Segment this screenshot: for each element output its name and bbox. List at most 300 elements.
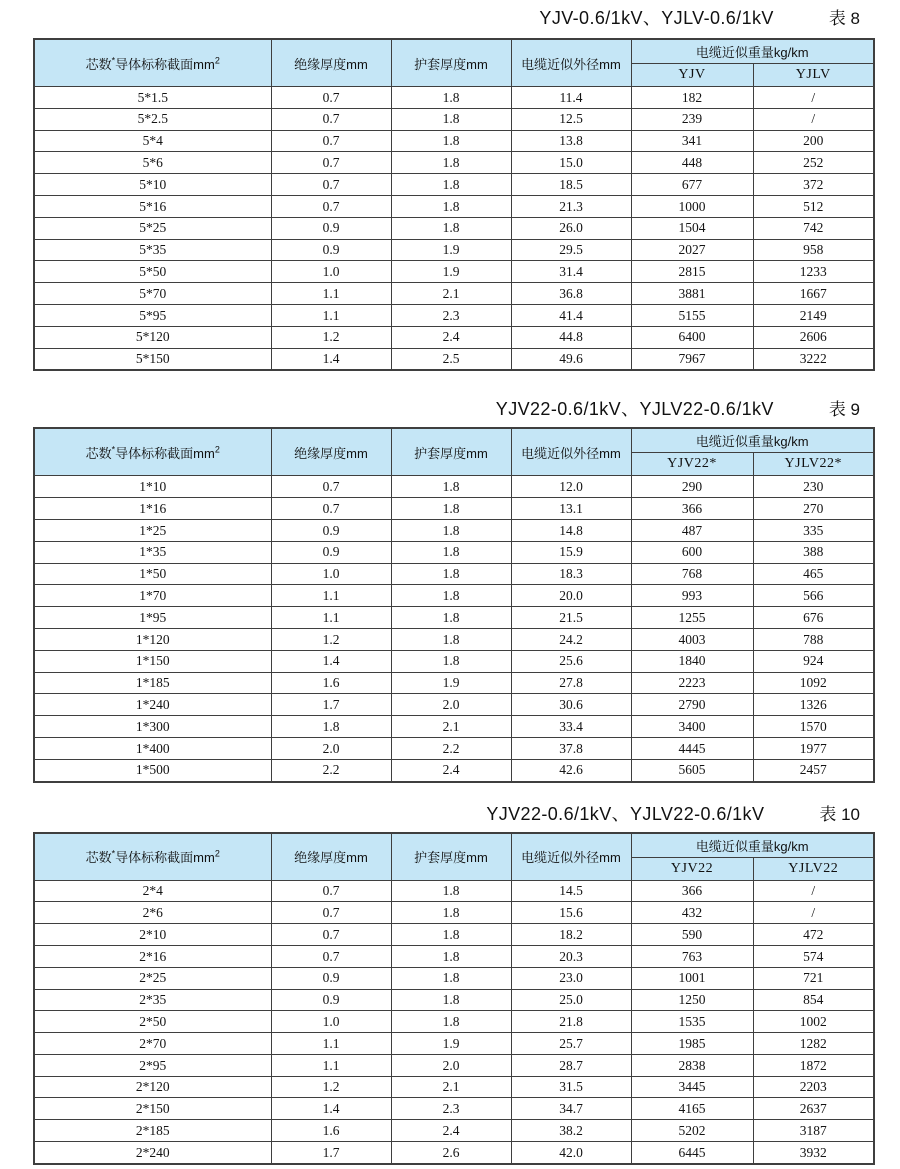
table-10-title: YJV22-0.6/1kV、YJLV22-0.6/1kV <box>486 803 765 824</box>
table-row <box>34 1033 874 1055</box>
header-insulation-thickness: 绝缘厚度mm <box>271 833 391 881</box>
cell: 41.4 <box>511 304 631 326</box>
cell: 1.9 <box>391 239 511 261</box>
cell: 1.0 <box>271 1011 391 1033</box>
cell: 5*50 <box>34 261 271 283</box>
header-outer-diameter: 电缆近似外径mm <box>511 833 631 881</box>
cell: 993 <box>631 585 753 607</box>
cell: 1.2 <box>271 628 391 650</box>
cell: 1.4 <box>271 348 391 370</box>
table-row <box>34 759 874 781</box>
table-row <box>34 152 874 174</box>
cell: 2203 <box>753 1076 874 1098</box>
cell: 4445 <box>631 737 753 759</box>
cable-spec-table-8 <box>33 38 875 371</box>
cell: 2.1 <box>391 1076 511 1098</box>
cell: 1.8 <box>391 1011 511 1033</box>
table-row <box>34 607 874 629</box>
cell: 1.8 <box>391 174 511 196</box>
table-row <box>34 174 874 196</box>
cell: 958 <box>753 239 874 261</box>
cell: 44.8 <box>511 326 631 348</box>
cell: 0.9 <box>271 217 391 239</box>
cell: 0.9 <box>271 967 391 989</box>
cell: 1*240 <box>34 694 271 716</box>
cell: 18.5 <box>511 174 631 196</box>
cell: 38.2 <box>511 1120 631 1142</box>
cell: 366 <box>631 498 753 520</box>
cell: 1535 <box>631 1011 753 1033</box>
cell: 5*120 <box>34 326 271 348</box>
cell: 1.8 <box>391 195 511 217</box>
cell: 1.2 <box>271 326 391 348</box>
table-row <box>34 1054 874 1076</box>
cell: 0.7 <box>271 87 391 109</box>
table-row <box>34 628 874 650</box>
cell: 1.0 <box>271 563 391 585</box>
cell: 15.0 <box>511 152 631 174</box>
cell: 2*185 <box>34 1120 271 1142</box>
cell: 0.7 <box>271 174 391 196</box>
cell: 2815 <box>631 261 753 283</box>
cell: 1570 <box>753 716 874 738</box>
table-row <box>34 1011 874 1033</box>
cell: 4003 <box>631 628 753 650</box>
cell: 3400 <box>631 716 753 738</box>
table-row <box>34 672 874 694</box>
cell: 25.6 <box>511 650 631 672</box>
table-10-title-row <box>0 801 900 827</box>
cell: 7967 <box>631 348 753 370</box>
table-row <box>34 967 874 989</box>
cell: 20.3 <box>511 945 631 967</box>
cell: 2027 <box>631 239 753 261</box>
cell: 290 <box>631 476 753 498</box>
table-row <box>34 1120 874 1142</box>
cell: 20.0 <box>511 585 631 607</box>
cell: / <box>753 87 874 109</box>
cell: 763 <box>631 945 753 967</box>
cell: 5*2.5 <box>34 108 271 130</box>
table-8-body <box>34 87 874 371</box>
cell: 2*4 <box>34 880 271 902</box>
cell: 1504 <box>631 217 753 239</box>
core-label-mid: 导体标称截面mm <box>115 56 215 72</box>
table-8-section <box>0 0 900 371</box>
cell: / <box>753 108 874 130</box>
cell: 1.2 <box>271 1076 391 1098</box>
cell: 2606 <box>753 326 874 348</box>
cell: 1.9 <box>391 672 511 694</box>
cell: 1001 <box>631 967 753 989</box>
header-weight-yjv22: YJV22* <box>631 453 753 476</box>
cell: 600 <box>631 541 753 563</box>
table-row <box>34 108 874 130</box>
table-row <box>34 1142 874 1164</box>
cell: 2.4 <box>391 759 511 781</box>
cell: 3881 <box>631 283 753 305</box>
cell: 1282 <box>753 1033 874 1055</box>
table-row <box>34 1076 874 1098</box>
cell: 12.5 <box>511 108 631 130</box>
cell: 1233 <box>753 261 874 283</box>
cell: 0.7 <box>271 498 391 520</box>
cell: 487 <box>631 519 753 541</box>
cell: 3445 <box>631 1076 753 1098</box>
cell: 11.4 <box>511 87 631 109</box>
table-9-title-row <box>0 396 900 422</box>
table-row <box>34 217 874 239</box>
cell: 42.6 <box>511 759 631 781</box>
cell: 1000 <box>631 195 753 217</box>
cell: 14.8 <box>511 519 631 541</box>
cell: 1.8 <box>271 716 391 738</box>
cell: 1.1 <box>271 1054 391 1076</box>
cell: 18.3 <box>511 563 631 585</box>
core-label-sup2: 2 <box>214 444 220 455</box>
cell: 0.7 <box>271 902 391 924</box>
cell: 12.0 <box>511 476 631 498</box>
cell: 1.8 <box>391 108 511 130</box>
cell: 432 <box>631 902 753 924</box>
table-8-title: YJV-0.6/1kV、YJLV-0.6/1kV <box>539 8 774 28</box>
table-row <box>34 261 874 283</box>
cell: 1.8 <box>391 541 511 563</box>
cell: 1250 <box>631 989 753 1011</box>
cell: 1.8 <box>391 498 511 520</box>
cell: 2*25 <box>34 967 271 989</box>
cell: 252 <box>753 152 874 174</box>
core-label-pre: 芯数 <box>85 445 112 461</box>
cell: 5*150 <box>34 348 271 370</box>
cell: 2.5 <box>391 348 511 370</box>
cell: 2*35 <box>34 989 271 1011</box>
core-label-mid: 导体标称截面mm <box>115 850 215 866</box>
cell: 2*50 <box>34 1011 271 1033</box>
cell: 574 <box>753 945 874 967</box>
header-sheath-thickness: 护套厚度mm <box>391 428 511 476</box>
cell: 5*95 <box>34 304 271 326</box>
header-weight-yjv: YJV <box>631 64 753 87</box>
header-weight-group: 电缆近似重量kg/km <box>631 428 874 453</box>
cell: 5605 <box>631 759 753 781</box>
cell: 1.1 <box>271 304 391 326</box>
cell: 1.8 <box>391 585 511 607</box>
cell: 25.0 <box>511 989 631 1011</box>
cell: 2790 <box>631 694 753 716</box>
cell: 341 <box>631 130 753 152</box>
cable-spec-table-10 <box>33 832 875 1165</box>
core-label-sup: * <box>111 444 116 455</box>
table-row <box>34 902 874 924</box>
cell: 21.5 <box>511 607 631 629</box>
cell: 2838 <box>631 1054 753 1076</box>
cell: 1.8 <box>391 924 511 946</box>
cell: 472 <box>753 924 874 946</box>
cell: 2.2 <box>271 759 391 781</box>
cell: 21.3 <box>511 195 631 217</box>
cell: 5*16 <box>34 195 271 217</box>
cell: 23.0 <box>511 967 631 989</box>
header-sheath-thickness: 护套厚度mm <box>391 833 511 881</box>
cell: 13.8 <box>511 130 631 152</box>
header-core-section <box>34 428 271 476</box>
cell: 6445 <box>631 1142 753 1164</box>
table-9-title: YJV22-0.6/1kV、YJLV22-0.6/1kV <box>495 399 774 420</box>
header-outer-diameter: 电缆近似外径mm <box>511 39 631 87</box>
cell: 30.6 <box>511 694 631 716</box>
cell: 2.4 <box>391 1120 511 1142</box>
cell: 1.8 <box>391 902 511 924</box>
cell: 24.2 <box>511 628 631 650</box>
cell: 4165 <box>631 1098 753 1120</box>
core-label-sup: * <box>111 55 116 66</box>
cell: 335 <box>753 519 874 541</box>
cell: 0.7 <box>271 880 391 902</box>
header-insulation-thickness: 绝缘厚度mm <box>271 39 391 87</box>
table-row <box>34 924 874 946</box>
cell: 1.9 <box>391 1033 511 1055</box>
table-row <box>34 476 874 498</box>
cell: 2149 <box>753 304 874 326</box>
cell: 1.8 <box>391 989 511 1011</box>
cell: 239 <box>631 108 753 130</box>
table-row <box>34 585 874 607</box>
cell: 270 <box>753 498 874 520</box>
cell: 5*6 <box>34 152 271 174</box>
cell: 182 <box>631 87 753 109</box>
cell: 0.9 <box>271 239 391 261</box>
table-9-number: 表 9 <box>828 400 860 420</box>
table-row <box>34 326 874 348</box>
table-row <box>34 195 874 217</box>
cell: 1.6 <box>271 672 391 694</box>
cell: 721 <box>753 967 874 989</box>
header-weight-yjlv22: YJLV22 <box>753 857 874 880</box>
cell: 5202 <box>631 1120 753 1142</box>
cell: 1.7 <box>271 694 391 716</box>
cell: 2.1 <box>391 283 511 305</box>
table-row <box>34 716 874 738</box>
cell: 200 <box>753 130 874 152</box>
table-row <box>34 541 874 563</box>
cell: 15.6 <box>511 902 631 924</box>
cell: 1*95 <box>34 607 271 629</box>
cell: 1.8 <box>391 607 511 629</box>
cell: 2.0 <box>391 694 511 716</box>
cell: 3932 <box>753 1142 874 1164</box>
cell: 0.9 <box>271 519 391 541</box>
cell: 1.8 <box>391 967 511 989</box>
cell: 28.7 <box>511 1054 631 1076</box>
cell: 1.7 <box>271 1142 391 1164</box>
cell: 230 <box>753 476 874 498</box>
cell: 42.0 <box>511 1142 631 1164</box>
cell: 372 <box>753 174 874 196</box>
table-row <box>34 737 874 759</box>
cell: 1.1 <box>271 283 391 305</box>
cell: 2637 <box>753 1098 874 1120</box>
cell: 366 <box>631 880 753 902</box>
cell: 18.2 <box>511 924 631 946</box>
cell: 1326 <box>753 694 874 716</box>
cell: 15.9 <box>511 541 631 563</box>
cell: 1.8 <box>391 476 511 498</box>
cell: 1*120 <box>34 628 271 650</box>
header-weight-group: 电缆近似重量kg/km <box>631 833 874 858</box>
cell: 788 <box>753 628 874 650</box>
cell: 0.7 <box>271 195 391 217</box>
table-row <box>34 989 874 1011</box>
table-row <box>34 1098 874 1120</box>
table-9-body <box>34 476 874 782</box>
cell: 1.0 <box>271 261 391 283</box>
cell: 1*150 <box>34 650 271 672</box>
cell: 2*95 <box>34 1054 271 1076</box>
cell: 26.0 <box>511 217 631 239</box>
cell: 1*400 <box>34 737 271 759</box>
cell: 5*10 <box>34 174 271 196</box>
header-insulation-thickness: 绝缘厚度mm <box>271 428 391 476</box>
cell: 2.0 <box>391 1054 511 1076</box>
cell: 0.7 <box>271 945 391 967</box>
cell: 1*500 <box>34 759 271 781</box>
header-weight-group: 电缆近似重量kg/km <box>631 39 874 64</box>
cell: 1*50 <box>34 563 271 585</box>
cell: / <box>753 902 874 924</box>
cell: 590 <box>631 924 753 946</box>
cell: 1.8 <box>391 945 511 967</box>
cell: 5155 <box>631 304 753 326</box>
cell: 0.7 <box>271 924 391 946</box>
table-row <box>34 498 874 520</box>
cell: 1872 <box>753 1054 874 1076</box>
cell: 1985 <box>631 1033 753 1055</box>
header-core-section <box>34 39 271 87</box>
cell: 1.4 <box>271 1098 391 1120</box>
header-outer-diameter: 电缆近似外径mm <box>511 428 631 476</box>
cell: 1*10 <box>34 476 271 498</box>
cell: 742 <box>753 217 874 239</box>
core-label-sup: * <box>111 848 116 859</box>
table-row <box>34 694 874 716</box>
cell: 3187 <box>753 1120 874 1142</box>
cell: 924 <box>753 650 874 672</box>
cell: 465 <box>753 563 874 585</box>
cell: 388 <box>753 541 874 563</box>
cell: 1.8 <box>391 217 511 239</box>
cell: 1*35 <box>34 541 271 563</box>
table-9-section <box>0 396 900 782</box>
cell: 3222 <box>753 348 874 370</box>
core-label-sup2: 2 <box>214 848 220 859</box>
cell: 2*6 <box>34 902 271 924</box>
cell: 31.5 <box>511 1076 631 1098</box>
cell: 1.4 <box>271 650 391 672</box>
table-8-number: 表 8 <box>828 9 860 28</box>
header-weight-yjlv: YJLV <box>753 64 874 87</box>
cell: 2.2 <box>391 737 511 759</box>
cell: 27.8 <box>511 672 631 694</box>
cell: 36.8 <box>511 283 631 305</box>
cell: 676 <box>753 607 874 629</box>
cell: 1.8 <box>391 152 511 174</box>
cell: 0.7 <box>271 152 391 174</box>
cell: 0.7 <box>271 476 391 498</box>
header-sheath-thickness: 护套厚度mm <box>391 39 511 87</box>
cell: 1.8 <box>391 87 511 109</box>
table-row <box>34 519 874 541</box>
cell: 2*150 <box>34 1098 271 1120</box>
table-row <box>34 650 874 672</box>
cell: 1.1 <box>271 585 391 607</box>
cell: 768 <box>631 563 753 585</box>
cell: 2*120 <box>34 1076 271 1098</box>
cell: 1.9 <box>391 261 511 283</box>
cell: 2223 <box>631 672 753 694</box>
cell: 1667 <box>753 283 874 305</box>
core-label-mid: 导体标称截面mm <box>115 445 215 461</box>
cell: 1092 <box>753 672 874 694</box>
core-label-sup2: 2 <box>214 55 220 66</box>
cell: 2.1 <box>391 716 511 738</box>
cell: 5*35 <box>34 239 271 261</box>
cell: 1*16 <box>34 498 271 520</box>
table-10-number: 表 10 <box>819 804 860 824</box>
core-label-pre: 芯数 <box>85 850 112 866</box>
table-10-section <box>0 801 900 1165</box>
cell: 2.0 <box>271 737 391 759</box>
cell: 854 <box>753 989 874 1011</box>
cell: 21.8 <box>511 1011 631 1033</box>
cell: 33.4 <box>511 716 631 738</box>
cell: 25.7 <box>511 1033 631 1055</box>
cell: 2*16 <box>34 945 271 967</box>
cell: 1.1 <box>271 1033 391 1055</box>
cell: 5*4 <box>34 130 271 152</box>
table-8-title-row <box>0 0 900 31</box>
cell: 37.8 <box>511 737 631 759</box>
cell: 2.6 <box>391 1142 511 1164</box>
cell: 5*70 <box>34 283 271 305</box>
cell: 1255 <box>631 607 753 629</box>
cell: 566 <box>753 585 874 607</box>
cell: 448 <box>631 152 753 174</box>
cell: 6400 <box>631 326 753 348</box>
cell: 512 <box>753 195 874 217</box>
cell: 1.8 <box>391 650 511 672</box>
table-10-body <box>34 880 874 1164</box>
header-core-section <box>34 833 271 881</box>
cell: 2*70 <box>34 1033 271 1055</box>
table-row <box>34 348 874 370</box>
cell: 1.1 <box>271 607 391 629</box>
cell: 1002 <box>753 1011 874 1033</box>
cell: / <box>753 880 874 902</box>
table-row <box>34 945 874 967</box>
cell: 0.9 <box>271 989 391 1011</box>
cell: 2457 <box>753 759 874 781</box>
cell: 0.7 <box>271 108 391 130</box>
cell: 34.7 <box>511 1098 631 1120</box>
table-row <box>34 283 874 305</box>
table-row <box>34 880 874 902</box>
table-row <box>34 304 874 326</box>
cell: 0.7 <box>271 130 391 152</box>
cell: 5*1.5 <box>34 87 271 109</box>
cell: 0.9 <box>271 541 391 563</box>
cell: 14.5 <box>511 880 631 902</box>
